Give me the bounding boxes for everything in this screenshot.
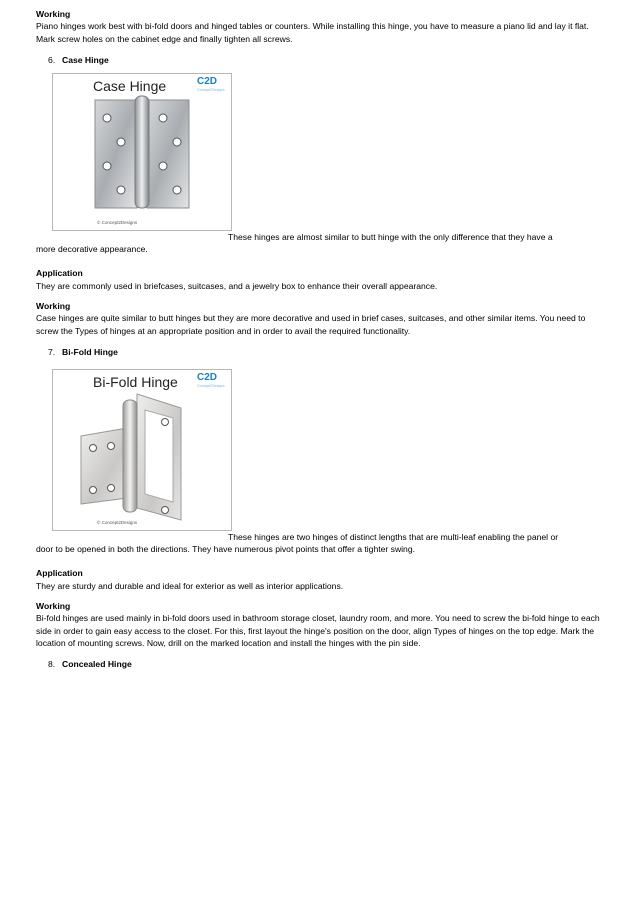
- piano-working-section: [36, 8, 606, 45]
- case-hinge-copyright: © Concept2Designs: [97, 220, 138, 226]
- bifold-hinge-desc-rest: door to be opened in both the directions. They have numerous pivot points that offer a tighter swing.: [36, 544, 416, 555]
- piano-working-label: Working: [36, 9, 71, 19]
- bifold-application-label: Application: [36, 568, 83, 579]
- bifold-hinge-number: 7.: [48, 347, 56, 358]
- case-hinge-figure-row: [36, 73, 606, 267]
- document-page: [36, 8, 606, 672]
- logo-text: C2D: [197, 76, 218, 88]
- case-hinge-number: 6.: [48, 55, 56, 66]
- bifold-hinge-title: Bi-Fold Hinge: [62, 347, 118, 358]
- case-working-section: [36, 300, 606, 337]
- bifold-hinge-image-title: Bi-Fold Hinge: [93, 374, 178, 391]
- concealed-hinge-number: 8.: [48, 659, 56, 670]
- logo-text: C2D: [197, 372, 218, 384]
- case-application-label: Application: [36, 268, 83, 279]
- case-hinge-desc-first: These hinges are almost similar to butt hinge with the only difference that they have a: [228, 232, 553, 243]
- logo-subtext: Concept2Designs: [197, 384, 225, 389]
- bifold-working-label: Working: [36, 601, 71, 612]
- logo-subtext: Concept2Designs: [197, 88, 225, 93]
- concealed-hinge-heading: [48, 658, 606, 672]
- bifold-working-text: Bi-fold hinges are used mainly in bi-fold doors used in bathroom storage closet, laundry room, and more. You need to screw the bi-fold hinge to each side in order to gain easy access to the closet. For this, first layout the hinge's position on the door, align Types of hinges on the top edge. Mark the location of mounting screws. Now, drill on the marked location and install the hinges with the pin side.: [36, 613, 600, 649]
- bifold-working-section: [36, 600, 606, 650]
- bifold-hinge-figure-row: [36, 369, 606, 567]
- bifold-hinge-heading: [48, 345, 606, 359]
- case-working-label: Working: [36, 301, 71, 312]
- case-hinge-image: [52, 73, 232, 231]
- bifold-hinge-illustration: [53, 390, 229, 524]
- concealed-hinge-title: Concealed Hinge: [62, 659, 132, 670]
- bifold-application-text: They are sturdy and durable and ideal for exterior as well as interior applications.: [36, 580, 344, 591]
- case-application-section: [36, 267, 606, 292]
- case-hinge-desc-rest: more decorative appearance.: [36, 244, 148, 255]
- case-hinge-illustration: [53, 92, 229, 222]
- case-hinge-image-title: Case Hinge: [93, 78, 167, 95]
- case-working-text: Case hinges are quite similar to butt hinges but they are more decorative and used in brief cases, suitcases, and other similar items. You need to screw the Types of hinges at an appropriate position and in order to avail the required functionality.: [36, 313, 586, 336]
- case-application-text: They are commonly used in briefcases, suitcases, and a jewelry box to enhance their overall appearance.: [36, 280, 438, 291]
- bifold-hinge-desc-first: These hinges are two hinges of distinct lengths that are multi-leaf enabling the panel or: [228, 532, 559, 543]
- case-hinge-title: Case Hinge: [62, 55, 109, 66]
- piano-working-text: Piano hinges work best with bi-fold doors and hinged tables or counters. While installing this hinge, you have to measure a piano lid and lay it flat. Mark screw holes on the cabinet edge and finally tighten all screws.: [36, 21, 589, 44]
- bifold-hinge-copyright: © Concept2Designs: [97, 520, 138, 526]
- bifold-hinge-image: [52, 369, 232, 531]
- bifold-application-section: [36, 567, 606, 592]
- case-hinge-heading: [48, 53, 606, 67]
